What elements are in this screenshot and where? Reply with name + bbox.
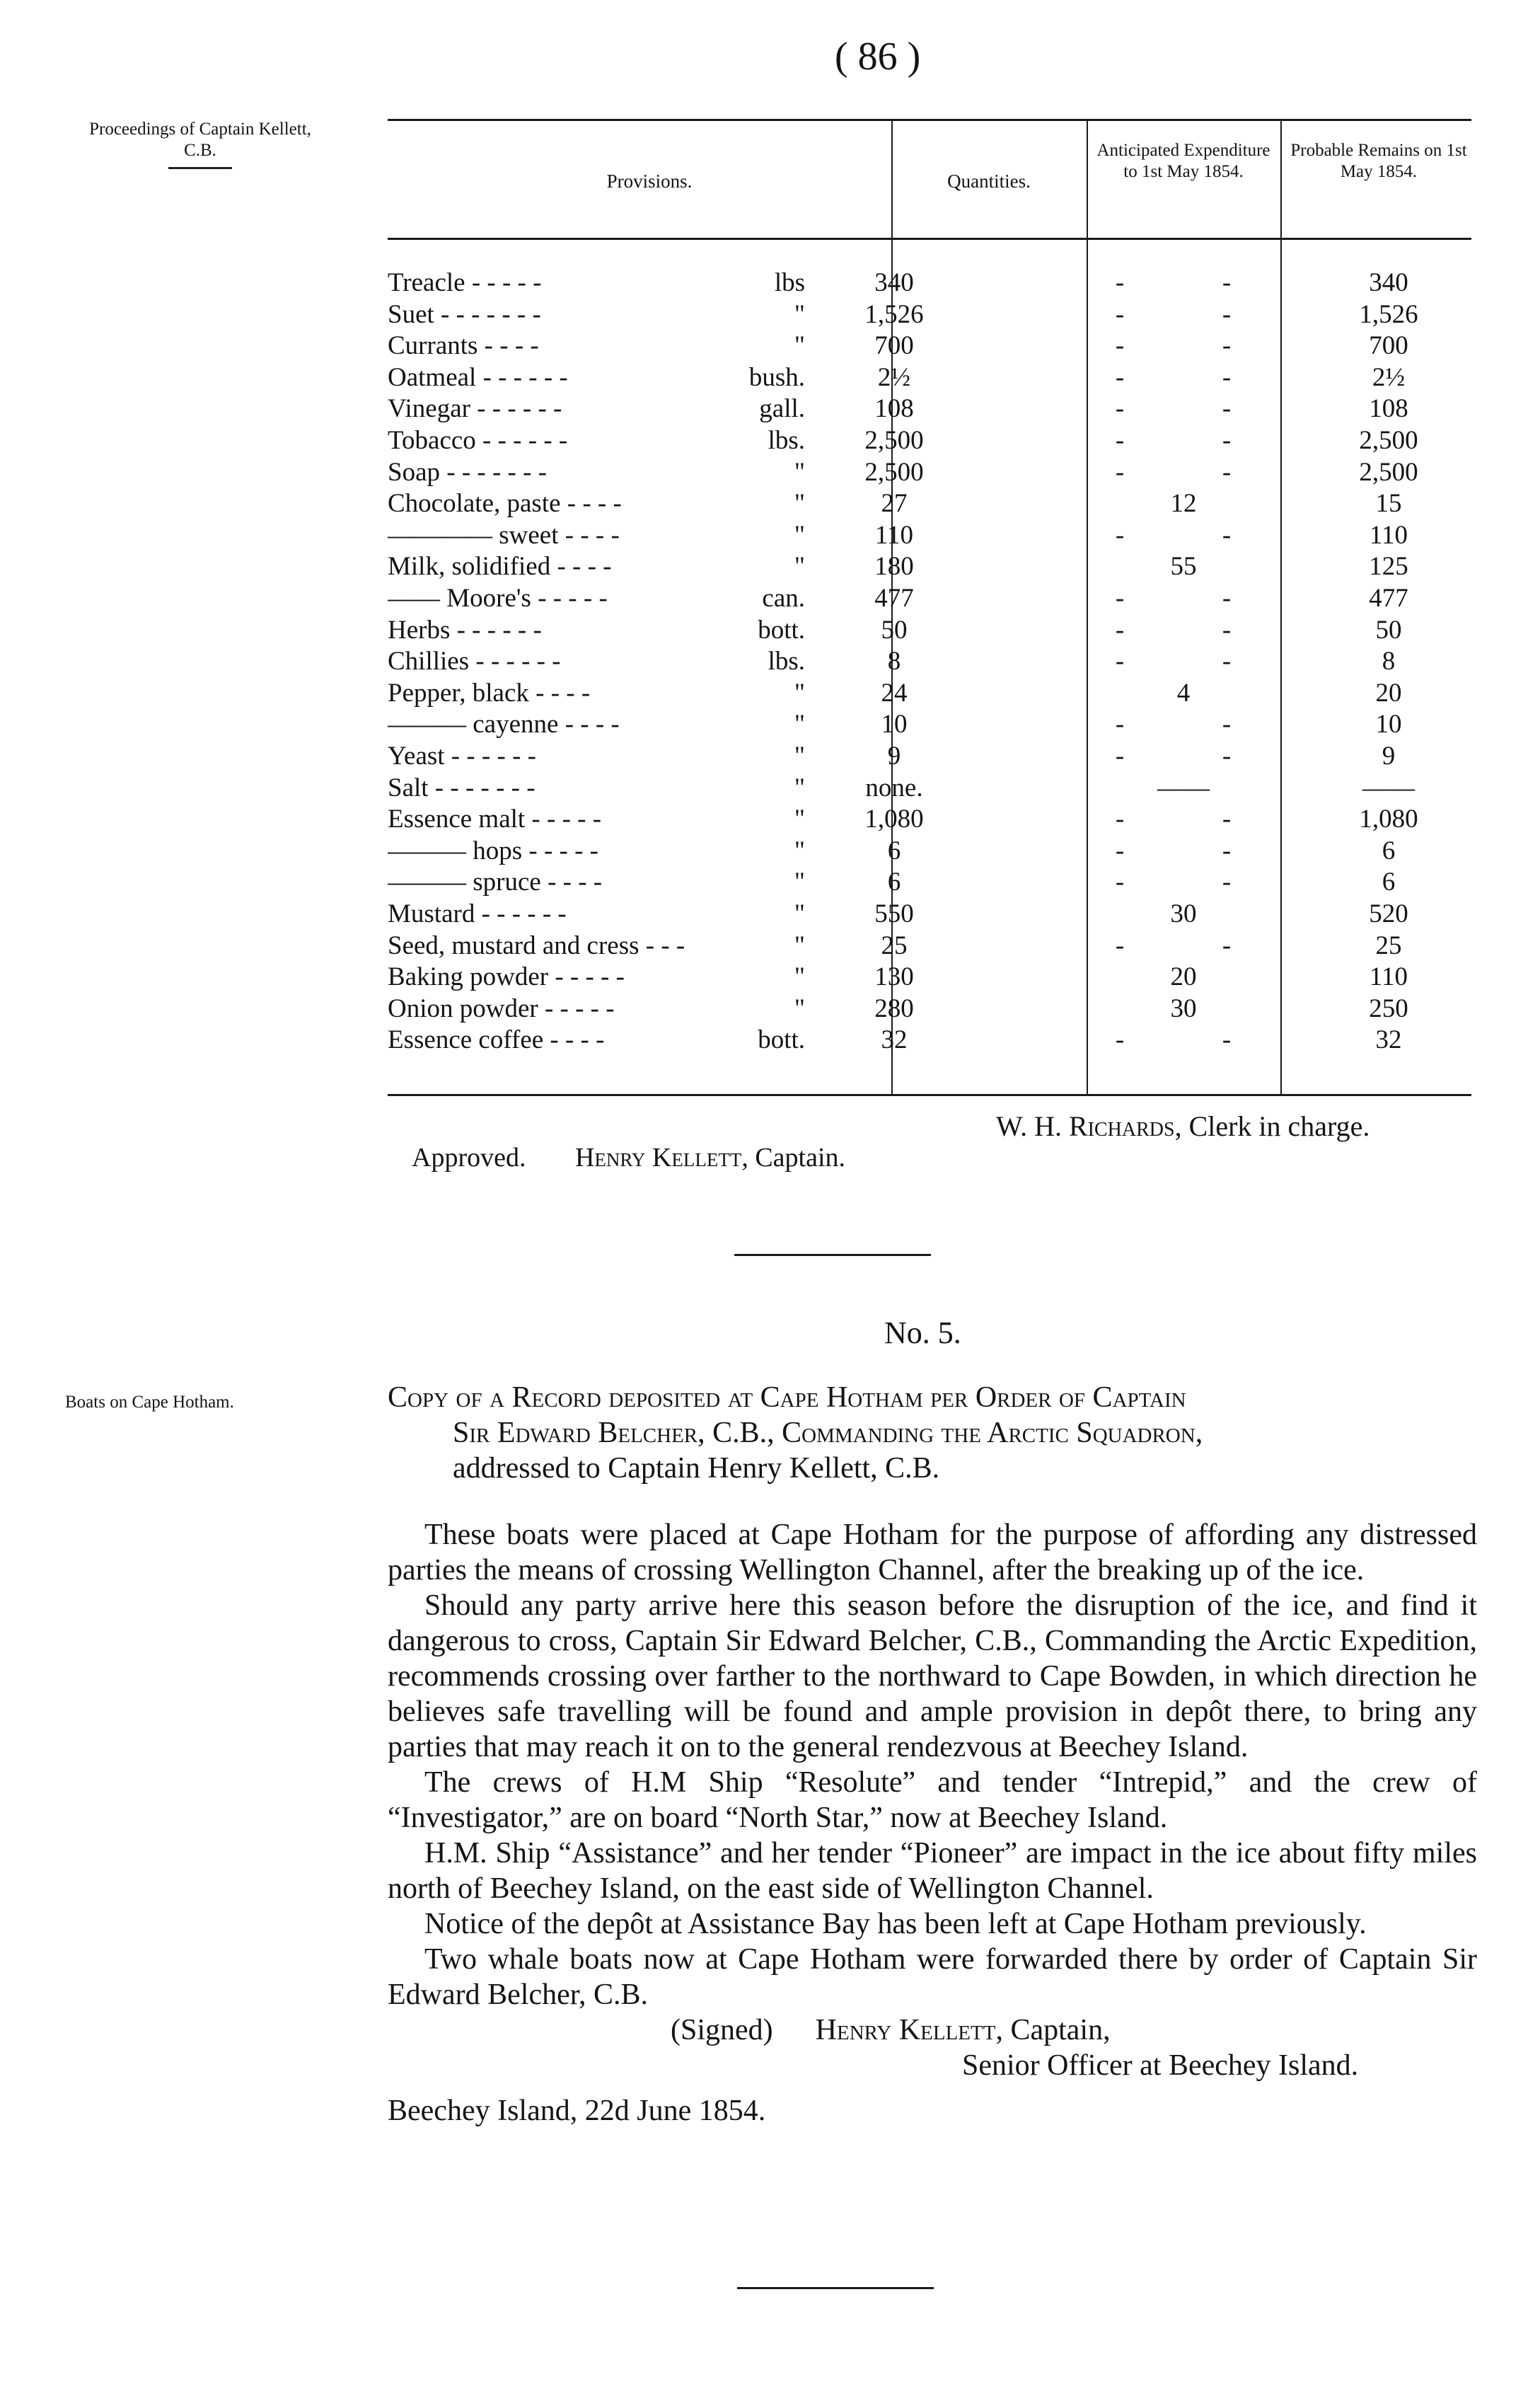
provision-unit: lbs: [747, 267, 805, 299]
record-paragraph: These boats were placed at Cape Hotham for the purpose of affording any distressed parties the means of crossing Wellington Channel, after the breaking up of the ice.: [388, 1519, 1477, 1586]
provision-name: ——— hops - - - - -: [388, 836, 599, 865]
quantity-value: 6: [887, 836, 901, 865]
remains-value: 15: [1375, 489, 1402, 519]
provision-name: Suet - - - - - - -: [388, 299, 541, 329]
table-row: [388, 993, 1471, 1025]
dash-mark: -: [1115, 836, 1125, 865]
table-row: [388, 330, 1471, 362]
table-row: [388, 615, 1471, 646]
provision-unit: ": [747, 741, 805, 772]
quantity-value: 1,526: [864, 299, 924, 329]
provision-unit: lbs.: [747, 646, 805, 677]
provision-unit: ": [747, 899, 805, 930]
remains-value: 1,080: [1359, 805, 1418, 834]
approver-name: Henry Kellett: [574, 1143, 742, 1173]
quantity-value: 50: [881, 615, 908, 645]
remains-value: 477: [1369, 584, 1408, 613]
record-paragraph: H.M. Ship “Assistance” and her tender “Pioneer” are impact in the ice about fifty miles north of Beechey Island, on the east side of Wellington Channel.: [388, 1837, 1477, 1905]
expenditure-value: 30: [1170, 993, 1197, 1023]
quantity-value: 27: [881, 489, 908, 519]
dash-mark: -: [1222, 362, 1232, 392]
dash-mark: -: [1222, 615, 1232, 645]
quantity-value: 110: [874, 520, 914, 550]
remains-value: 10: [1375, 710, 1402, 739]
margin-note-rule: [168, 167, 232, 169]
provision-unit: ": [747, 457, 805, 488]
quantity-value: 108: [874, 394, 914, 424]
quantity-value: 10: [881, 710, 908, 739]
dash-mark: -: [1222, 584, 1232, 613]
table-header-rule: [388, 238, 1471, 240]
remains-value: 32: [1375, 1025, 1402, 1055]
quantity-value: 550: [874, 899, 914, 928]
provision-unit: gall.: [747, 393, 805, 425]
provision-unit: ": [747, 867, 805, 898]
table-row: [388, 583, 1471, 614]
quantity-value: 2½: [877, 362, 911, 392]
quantity-value: 700: [874, 331, 914, 361]
dash-mark: -: [1115, 362, 1125, 392]
signer-name: Henry Kellett: [815, 2014, 996, 2046]
remains-value: 50: [1375, 615, 1402, 645]
quantity-value: 6: [887, 868, 901, 897]
dash-mark: -: [1222, 299, 1232, 329]
provision-unit: bush.: [747, 362, 805, 393]
dash-mark: -: [1115, 394, 1125, 424]
dash-mark: -: [1222, 268, 1232, 297]
provision-unit: bott.: [747, 615, 805, 646]
quantity-value: 24: [881, 678, 908, 708]
table-row: [388, 267, 1471, 299]
remains-value: 6: [1382, 868, 1396, 897]
table-row: [388, 899, 1471, 930]
table-top-rule: [388, 119, 1471, 121]
dash-mark: -: [1222, 836, 1232, 865]
provision-name: Soap - - - - - - -: [388, 457, 547, 487]
table-bottom-rule: [388, 1094, 1471, 1096]
expenditure-value: 55: [1170, 552, 1197, 582]
provision-unit: ": [747, 931, 805, 962]
remains-value: 125: [1369, 552, 1408, 582]
remains-value: 110: [1369, 520, 1408, 550]
header-remains: Probable Remains on 1st May 1854.: [1290, 141, 1467, 181]
table-row: [388, 1025, 1471, 1056]
quantity-value: 25: [881, 931, 908, 960]
remains-value: 108: [1369, 394, 1408, 424]
provision-name: Tobacco - - - - - -: [388, 426, 568, 455]
table-row: [388, 709, 1471, 740]
dash-mark: -: [1115, 647, 1125, 676]
provision-name: Essence malt - - - - -: [388, 805, 602, 834]
provision-name: ——— cayenne - - - -: [388, 710, 620, 739]
provision-unit: lbs.: [747, 425, 805, 456]
dash-mark: -: [1115, 426, 1125, 455]
provision-unit: ": [747, 836, 805, 867]
table-row: [388, 488, 1471, 519]
remains-value: 520: [1369, 899, 1408, 928]
record-paragraph: Two whale boats now at Cape Hotham were forwarded there by order of Captain Sir Edward Belcher, C.B.: [388, 1943, 1477, 2011]
remains-value: 6: [1382, 836, 1396, 865]
remains-value: 9: [1382, 742, 1396, 771]
provision-name: ———— sweet - - - -: [388, 520, 620, 550]
table-row: [388, 551, 1471, 582]
provision-name: Chocolate, paste - - - -: [388, 489, 622, 519]
quantity-value: 280: [874, 993, 914, 1023]
expenditure-value: 4: [1176, 678, 1191, 708]
provision-unit: ": [747, 993, 805, 1025]
dash-mark: -: [1222, 805, 1232, 834]
header-anticipated: Anticipated Expenditure to 1st May 1854.: [1096, 141, 1270, 181]
table-row: [388, 362, 1471, 393]
dash-mark: -: [1115, 1025, 1125, 1055]
provision-unit: bott.: [747, 1025, 805, 1056]
caption-line-1: Copy of a Record deposited at Cape Hotham per Order of Captain: [388, 1381, 1186, 1414]
provision-name: —— Moore's - - - - -: [388, 584, 608, 613]
expenditure-value: 12: [1170, 489, 1197, 519]
record-dateline: Beechey Island, 22d June 1854.: [388, 2095, 766, 2127]
approver-role: , Captain.: [741, 1143, 846, 1173]
quantity-value: 180: [874, 552, 914, 582]
table-row: [388, 931, 1471, 962]
page-number: ( 86 ): [835, 35, 921, 79]
quantity-value: 340: [874, 268, 914, 297]
expenditure-value: 20: [1170, 962, 1197, 992]
dash-mark: -: [1115, 268, 1125, 297]
provision-unit: can.: [747, 583, 805, 614]
dash-mark: -: [1222, 710, 1232, 739]
remains-value: 700: [1369, 331, 1408, 361]
quantity-value: 1,080: [864, 805, 924, 834]
provision-name: Herbs - - - - - -: [388, 615, 542, 645]
table-row: [388, 836, 1471, 867]
provision-name: Onion powder - - - - -: [388, 993, 615, 1023]
dash-mark: -: [1115, 710, 1125, 739]
dash-mark: -: [1222, 868, 1232, 897]
record-paragraph: Should any party arrive here this season before the disruption of the ice, and find it dangerous to cross, Captain Sir Edward Belcher, C.B., Commanding the Arctic Expedition, recommends crossing over farther to the northward to Cape Bowden, in which direction he believes safe travelling will be found and ample provision in depôt there, to bring any parties that may reach it on to the general rendezvous at Beechey Island.: [388, 1589, 1477, 1763]
quantity-value: 8: [887, 647, 901, 676]
dash-mark: -: [1222, 1025, 1232, 1055]
dash-mark: -: [1115, 931, 1125, 960]
record-signature: [388, 2012, 1477, 2048]
provision-name: Currants - - - -: [388, 331, 539, 361]
table-row: [388, 678, 1471, 709]
provision-name: ——— spruce - - - -: [388, 868, 603, 897]
provision-name: Milk, solidified - - - -: [388, 552, 612, 582]
provision-name: Pepper, black - - - -: [388, 678, 591, 708]
margin-note-proceedings-text: Proceedings of Captain Kellett, C.B.: [89, 120, 311, 160]
remains-value: 2,500: [1359, 426, 1418, 455]
dash-mark: -: [1222, 520, 1232, 550]
section-divider: [734, 1254, 931, 1256]
table-row: [388, 393, 1471, 425]
dash-mark: -: [1115, 299, 1125, 329]
signed-label: (Signed): [671, 2014, 773, 2046]
remains-value: 2,500: [1359, 457, 1418, 487]
provision-unit: ": [747, 488, 805, 519]
table-row: [388, 773, 1471, 804]
dash-mark: -: [1115, 457, 1125, 487]
expenditure-value: ——: [1157, 773, 1210, 802]
quantity-value: 2,500: [864, 457, 924, 487]
margin-note-proceedings: [83, 119, 317, 169]
table-row: [388, 804, 1471, 835]
table-row: [388, 299, 1471, 330]
signer-office: Senior Officer at Beechey Island.: [962, 2049, 1359, 2082]
approval-line: [412, 1142, 845, 1173]
quantity-value: 9: [887, 742, 901, 771]
table-row: [388, 867, 1471, 898]
end-divider: [737, 2287, 934, 2289]
provision-name: Yeast - - - - - -: [388, 742, 536, 771]
provision-name: Treacle - - - - -: [388, 268, 542, 297]
dash-mark: -: [1115, 805, 1125, 834]
margin-note-boats: Boats on Cape Hotham.: [65, 1393, 234, 1412]
dash-mark: -: [1115, 615, 1125, 645]
table-row: [388, 425, 1471, 456]
header-quantities: Quantities.: [947, 171, 1031, 192]
table-row: [388, 741, 1471, 772]
dash-mark: -: [1115, 584, 1125, 613]
signer-role: , Captain,: [995, 2014, 1111, 2046]
dash-mark: -: [1222, 426, 1232, 455]
remains-value: 1,526: [1359, 299, 1418, 329]
provision-name: Salt - - - - - - -: [388, 773, 535, 802]
dash-mark: -: [1222, 931, 1232, 960]
record-paragraph: Notice of the depôt at Assistance Bay has been left at Cape Hotham previously.: [424, 1908, 1367, 1940]
quantity-value: 2,500: [864, 426, 924, 455]
caption-line-3: addressed to Captain Henry Kellett, C.B.: [453, 1452, 940, 1485]
provision-unit: ": [747, 330, 805, 362]
provision-name: Mustard - - - - - -: [388, 899, 567, 928]
provision-unit: ": [747, 773, 805, 804]
remains-value: 340: [1369, 268, 1408, 297]
clerk-name: W. H. Richards: [996, 1110, 1175, 1142]
dash-mark: -: [1222, 331, 1232, 361]
header-provisions: Provisions.: [606, 171, 693, 192]
remains-value: ——: [1362, 773, 1415, 802]
dash-mark: -: [1222, 457, 1232, 487]
dash-mark: -: [1222, 394, 1232, 424]
provision-name: Seed, mustard and cress - - -: [388, 931, 685, 960]
provision-name: Vinegar - - - - - -: [388, 394, 562, 424]
record-caption: [388, 1380, 1477, 1486]
expenditure-value: 30: [1170, 899, 1197, 928]
table-row: [388, 646, 1471, 677]
remains-value: 2½: [1372, 362, 1406, 392]
quantity-value: none.: [865, 773, 923, 802]
dash-mark: -: [1222, 742, 1232, 771]
approved-label: Approved.: [412, 1143, 526, 1173]
provision-unit: ": [747, 520, 805, 551]
provision-unit: ": [747, 678, 805, 709]
dash-mark: -: [1115, 868, 1125, 897]
table-row: [388, 520, 1471, 551]
provision-name: Baking powder - - - - -: [388, 962, 625, 992]
remains-value: 8: [1382, 647, 1396, 676]
quantity-value: 32: [881, 1025, 908, 1055]
provision-name: Oatmeal - - - - - -: [388, 362, 568, 392]
remains-value: 20: [1375, 678, 1402, 708]
provision-unit: ": [747, 962, 805, 993]
provision-unit: ": [747, 709, 805, 740]
provision-unit: ": [747, 299, 805, 330]
dash-mark: -: [1115, 331, 1125, 361]
provision-unit: ": [747, 804, 805, 835]
provisions-table: [388, 119, 1471, 1097]
record-body: [388, 1380, 1477, 2129]
table-row: [388, 457, 1471, 488]
quantity-value: 130: [874, 962, 914, 992]
quantity-value: 477: [874, 584, 914, 613]
dash-mark: -: [1222, 647, 1232, 676]
remains-value: 250: [1369, 993, 1408, 1023]
dash-mark: -: [1115, 742, 1125, 771]
table-row: [388, 962, 1471, 993]
caption-line-2: Sir Edward Belcher, C.B., Commanding the Arctic Squadron,: [453, 1417, 1203, 1449]
dash-mark: -: [1115, 520, 1125, 550]
provision-name: Chillies - - - - - -: [388, 647, 561, 676]
record-paragraph: The crews of H.M Ship “Resolute” and tender “Intrepid,” and the crew of “Investigator,” are on board “North Star,” now at Beechey Island.: [388, 1766, 1477, 1834]
provision-name: Essence coffee - - - -: [388, 1025, 605, 1055]
remains-value: 25: [1375, 931, 1402, 960]
record-heading: No. 5.: [884, 1315, 961, 1350]
clerk-signature: [996, 1110, 1370, 1143]
remains-value: 110: [1369, 962, 1408, 992]
provision-unit: ": [747, 551, 805, 582]
clerk-role: , Clerk in charge.: [1174, 1110, 1370, 1142]
